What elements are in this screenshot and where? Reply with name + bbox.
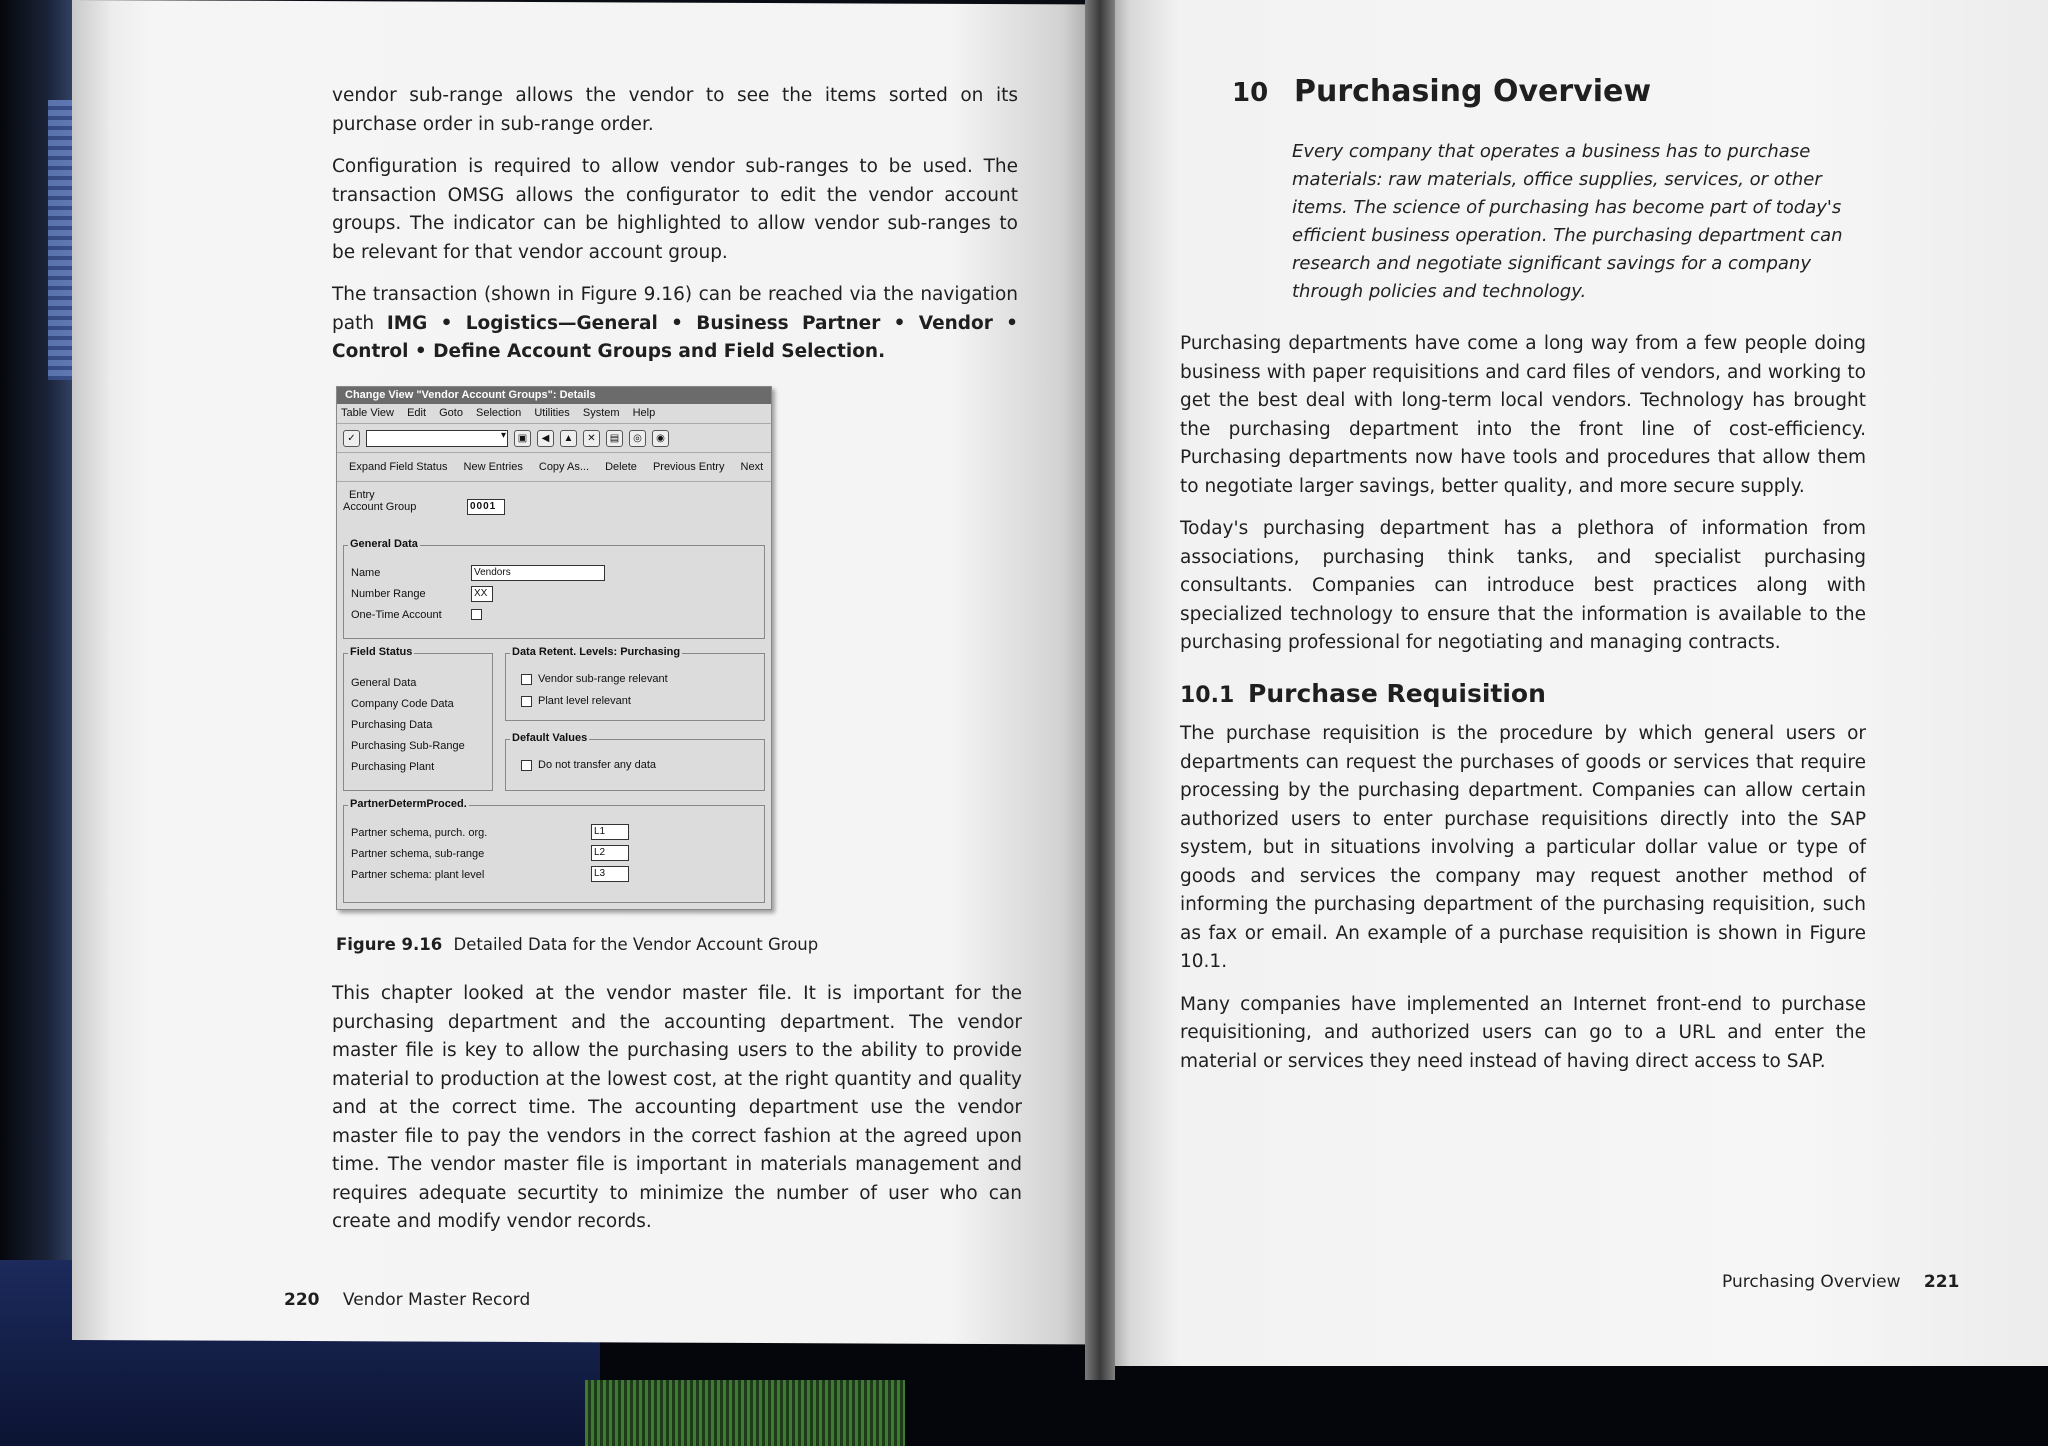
paragraph: Many companies have implemented an Internet front-end to purchase requisitioning, and authorized users can go to a URL and enter the material or services they need instead of having direct access to SAP.	[1180, 993, 1866, 1072]
nav-intro: The transaction (shown in Figure 9.16) can be reached via the navigation path	[332, 284, 1018, 334]
section-number: 10.1	[1180, 682, 1235, 708]
chapter-title: Purchasing Overview	[1294, 74, 1652, 109]
field-status-company-code-data[interactable]: Company Code Data	[351, 698, 454, 710]
enter-icon[interactable]: ✓	[343, 430, 360, 447]
next-entry-button[interactable]: Next Entry	[349, 461, 764, 501]
general-data-title: General Data	[350, 538, 418, 550]
sap-window-title: Change View "Vendor Account Groups": Details	[337, 387, 771, 404]
partner-schema-sub-range-label: Partner schema, sub-range	[351, 848, 485, 860]
sap-application-toolbar	[337, 453, 771, 501]
copy-as-button[interactable]: Copy As...	[538, 461, 590, 473]
field-status-purchasing-plant[interactable]: Purchasing Plant	[351, 761, 435, 773]
chapter-heading	[1232, 74, 1651, 109]
right-page-body	[1180, 330, 1866, 1090]
chapter-number: 10	[1232, 78, 1269, 108]
book-spine	[1085, 0, 1115, 1380]
right-page-number: 221	[1923, 1272, 1960, 1292]
menu-item-utilities[interactable]: Utilities	[534, 407, 570, 419]
right-running-title: Purchasing Overview	[1722, 1272, 1901, 1292]
sap-menubar	[337, 404, 771, 424]
paragraph: This chapter looked at the vendor master file. It is important for the purchasing department and the accounting department. The vendor master file is key to allow the purchasing users to the ability to provide material to production at the lowest cost, at the right quantity and quality and at the correct time. The accounting department use the vendor master file to pay the vendors in the correct fashion at the agreed upon time. The vendor master file is important in materials management and requires adequate securtity to minimize the number of user who can create and modify vendor records.	[332, 983, 1022, 1232]
vendor-sub-range-checkbox[interactable]	[521, 674, 532, 685]
data-retention-title: Data Retent. Levels: Purchasing	[512, 646, 681, 658]
paragraph: vendor sub-range allows the vendor to see the items sorted on its purchase order in sub-range order.	[332, 85, 1018, 135]
plant-level-row	[521, 695, 631, 707]
vendor-sub-range-label: Vendor sub-range relevant	[538, 673, 668, 685]
account-group-label: Account Group	[343, 501, 417, 513]
menu-item-goto[interactable]: Goto	[439, 407, 463, 419]
print-icon[interactable]: ▤	[606, 430, 623, 447]
paragraph: Purchasing departments have come a long way from a few people doing business with paper requisitions and card files of vendors, and working to get the best deal with long-term local vendors. Technology has brought the purchasing department into the front line of cost-efficiency. Purchasing departments now have tools and procedures that allow them to negotiate larger savings, better quality, and more secure supply.	[1180, 333, 1866, 497]
previous-entry-button[interactable]: Previous Entry	[652, 461, 725, 473]
chapter-intro: Every company that operates a business has to purchase materials: raw materials, office supplies, services, or other items. The science of purchasing has become part of today's efficient business operation. The purchasing department can research and negotiate significant savings for a company through policies and technology.	[1292, 141, 1843, 302]
menu-item-edit[interactable]: Edit	[407, 407, 427, 419]
menu-item-table-view[interactable]: Table View	[341, 407, 394, 419]
cancel-icon[interactable]: ✕	[583, 430, 600, 447]
delete-button[interactable]: Delete	[605, 461, 637, 473]
find-icon[interactable]: ◎	[629, 430, 646, 447]
name-field[interactable]: Vendors	[471, 565, 605, 581]
plant-level-label: Plant level relevant	[538, 695, 631, 707]
partner-schema-plant-level-label: Partner schema: plant level	[351, 869, 485, 881]
expand-field-status-button[interactable]: Expand Field Status	[349, 461, 448, 473]
do-not-transfer-row	[521, 759, 656, 771]
field-status-purchasing-sub-range[interactable]: Purchasing Sub-Range	[351, 740, 465, 752]
partner-schema-sub-range-field[interactable]: L2	[591, 845, 629, 861]
one-time-account-checkbox[interactable]	[471, 609, 482, 620]
figure-caption-text: Detailed Data for the Vendor Account Group	[453, 935, 819, 954]
data-retention-group	[505, 646, 765, 721]
partner-schema-purch-org-label: Partner schema, purch. org.	[351, 827, 488, 839]
do-not-transfer-label: Do not transfer any data	[538, 759, 657, 771]
left-running-title: Vendor Master Record	[342, 1290, 531, 1310]
left-page-lower-text	[332, 980, 1022, 1251]
sap-standard-toolbar	[337, 424, 771, 453]
left-page-number: 220	[284, 1290, 320, 1310]
account-group-field[interactable]: 0001	[467, 499, 505, 515]
paragraph: The purchase requisition is the procedure by which general users or departments can request the purchases of goods or services that require processing by the purchasing department. Companies can allow certain authorized users to enter purchase requisitions directly into the SAP system, but in situations involving a particular dollar value or type of goods and services the company may request another method of informing the purchasing department of the purchasing requisition, such as fax or email. An example of a purchase requisition is shown in Figure 10.1.	[1180, 723, 1866, 972]
save-icon[interactable]: ▣	[514, 430, 531, 447]
left-page-footer	[284, 1290, 530, 1310]
partner-schema-plant-level-field[interactable]: L3	[591, 866, 629, 882]
sap-screenshot-figure	[336, 386, 772, 910]
scan-backdrop-green	[585, 1380, 905, 1446]
paragraph: Configuration is required to allow vendor sub-ranges to be used. The transaction OMSG allows the configurator to edit the vendor account groups. The indicator can be highlighted to allow vendor sub-ranges to be relevant for that vendor account group.	[332, 156, 1018, 263]
new-entries-button[interactable]: New Entries	[463, 461, 523, 473]
partner-determination-title: PartnerDetermProced.	[350, 798, 467, 810]
one-time-account-label: One-Time Account	[351, 609, 442, 621]
left-page-upper-text	[332, 82, 1018, 381]
field-status-title: Field Status	[350, 646, 413, 658]
back-icon[interactable]: ◀	[537, 430, 554, 447]
plant-level-checkbox[interactable]	[521, 696, 532, 707]
figure-caption-label: Figure 9.16	[336, 935, 443, 954]
exit-icon[interactable]: ▲	[560, 430, 577, 447]
right-page-footer	[1722, 1272, 1959, 1292]
command-field[interactable]	[366, 430, 508, 447]
field-status-general-data[interactable]: General Data	[351, 677, 417, 689]
do-not-transfer-checkbox[interactable]	[521, 760, 532, 771]
nav-path: IMG • Logistics—General • Business Partner • Vendor • Control • Define Account Groups and Field Selection.	[332, 312, 1018, 362]
default-values-title: Default Values	[512, 732, 588, 744]
menu-item-help[interactable]: Help	[632, 407, 656, 419]
figure-caption	[336, 935, 818, 954]
find-next-icon[interactable]: ◉	[652, 430, 669, 447]
navigation-paragraph	[332, 281, 1018, 367]
vendor-sub-range-row	[521, 673, 668, 685]
menu-item-selection[interactable]: Selection	[476, 407, 522, 419]
partner-schema-purch-org-field[interactable]: L1	[591, 824, 629, 840]
menu-item-system[interactable]: System	[582, 407, 620, 419]
section-title: Purchase Requisition	[1248, 678, 1546, 708]
section-heading	[1180, 680, 1866, 711]
paragraph: Today's purchasing department has a plethora of information from associations, purchasing think tanks, and specialist purchasing consultants. Companies can introduce best practices along with specialized technology to ensure that the information is available to the purchasing professional for negotiating and managing contracts.	[1180, 518, 1866, 653]
field-status-purchasing-data[interactable]: Purchasing Data	[351, 719, 433, 731]
name-label: Name	[351, 567, 381, 579]
number-range-label: Number Range	[351, 588, 426, 600]
number-range-field[interactable]: XX	[471, 586, 493, 602]
